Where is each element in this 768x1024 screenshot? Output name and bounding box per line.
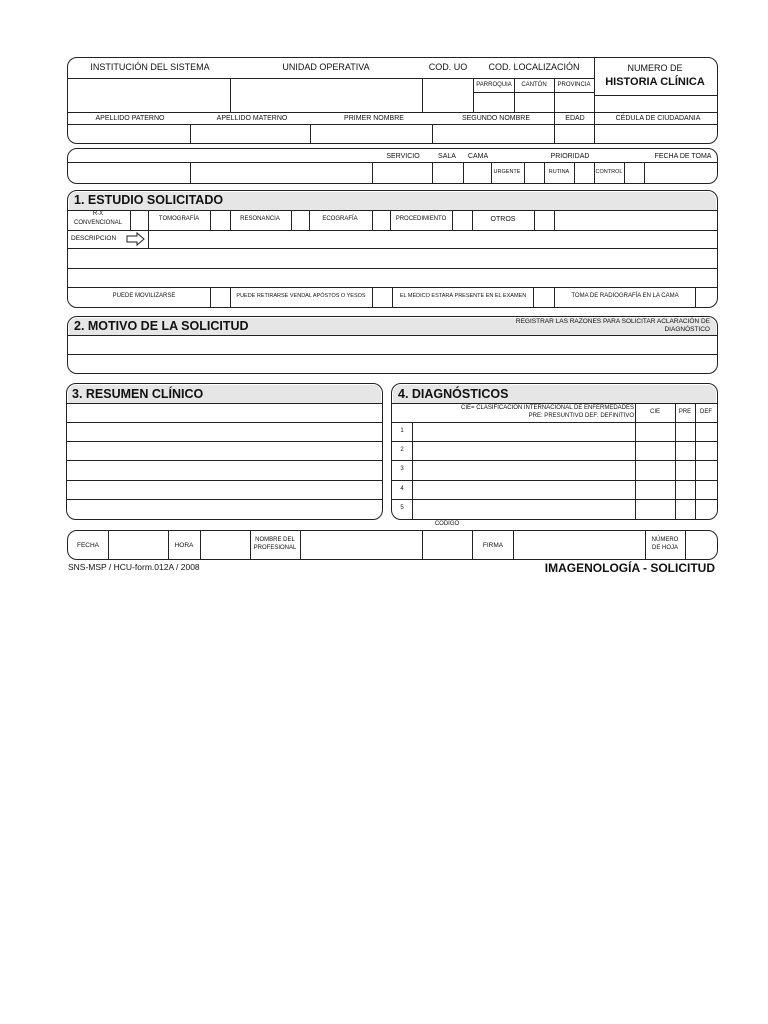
diagnosis-row-number: 1 [400,428,404,434]
diagnosis-row-number: 3 [400,466,404,472]
label-procedimiento: PROCEDIMIENTO [395,216,447,222]
label-fecha: FECHA [76,542,100,549]
label-prioridad: PRIORIDAD [550,153,590,160]
label-control: CONTROL [595,169,623,175]
arrow-right-icon [126,232,146,246]
label-hora: HORA [174,542,194,549]
label-diagnostico-note: DIAGNÓSTICO [664,326,710,333]
label-institucion: INSTITUCIÓN DEL SISTEMA [90,62,210,72]
label-rutina: RUTINA [548,169,570,175]
label-numero: NÚMERO [651,537,679,543]
label-def: DEF [700,409,712,415]
label-sala: SALA [438,153,456,160]
form-code: SNS-MSP / HCU-form.012A / 2008 [68,562,200,572]
label-ecografia: ECOGRAFÍA [322,216,358,222]
label-otros: OTROS [490,216,516,223]
label-cie-definition: CIE= CLASIFICACIÓN INTERNACIONAL DE ENFERMEDADES [461,405,634,411]
label-unidad-operativa: UNIDAD OPERATIVA [282,62,370,72]
label-firma: FIRMA [482,542,504,549]
label-cod-localizacion: COD. LOCALIZACIÓN [488,62,580,72]
section-1-title: 1. ESTUDIO SOLICITADO [74,193,224,207]
label-de-hoja: DE HOJA [651,545,679,551]
signature-box [67,530,718,560]
section-2-title: 2. MOTIVO DE LA SOLICITUD [74,319,249,333]
label-urgente: URGENTE [493,169,521,175]
label-parroquia: PARROQUIA [476,82,512,88]
label-cama: CAMA [467,153,489,160]
diagnosis-row-number: 5 [400,505,404,511]
diagnosis-row-number: 2 [400,447,404,453]
label-numero-de: NUMERO DE [627,63,683,73]
label-profesional: PROFESIONAL [253,545,297,551]
label-nombre-del: NOMBRE DEL [255,537,295,543]
label-codigo: CÓDIGO [434,521,460,527]
section-4-title: 4. DIAGNÓSTICOS [398,387,509,401]
label-rx: R-X [92,211,104,217]
label-pre: PRE [678,409,692,415]
label-apellido-paterno: APELLIDO PATERNO [95,115,165,122]
label-resonancia: RESONANCIA [240,216,280,222]
label-primer-nombre: PRIMER NOMBRE [344,115,404,122]
label-fecha-toma: FECHA DE TOMA [654,153,712,160]
label-medico-presente: EL MÉDICO ESTARÁ PRESENTE EN EL EXAMEN [399,293,527,299]
label-cie: CIE [649,409,661,415]
form-title: IMAGENOLOGÍA - SOLICITUD [544,561,715,575]
section-3-title: 3. RESUMEN CLÍNICO [72,387,204,401]
diagnosis-row-number: 4 [400,486,404,492]
label-tomografia: TOMOGRAFÍA [158,216,200,222]
label-descripcion: DESCRIPCION [71,235,117,242]
label-segundo-nombre: SEGUNDO NOMBRE [461,115,531,122]
label-cedula: CÉDULA DE CIUDADANIA [615,115,701,122]
label-canton: CANTÓN [521,82,547,88]
label-provincia: PROVINCIA [557,82,591,88]
label-pre-def-definition: PRE: PRESUNTIVO DEF: DEFINITIVO [528,413,634,419]
label-cod-uo: COD. UO [428,62,468,72]
label-edad: EDAD [565,115,585,122]
label-apellido-materno: APELLIDO MATERNO [216,115,288,122]
label-servicio: SERVICIO [386,153,420,160]
label-convencional: CONVENCIONAL [73,220,123,226]
label-registrar-razones: REGISTRAR LAS RAZONES PARA SOLICITAR ACLARACIÓN DE [515,318,710,325]
label-toma-en-cama: TOMA DE RADIOGRAFÍA EN LA CAMA [571,293,679,299]
label-puede-movilizarse: PUEDE MOVILIZARSE [112,293,176,299]
label-puede-retirarse: PUEDE RETIRARSE VENDAL APÓSTOS O YESOS [236,293,366,299]
label-historia-clinica: HISTORIA CLÍNICA [605,76,705,88]
